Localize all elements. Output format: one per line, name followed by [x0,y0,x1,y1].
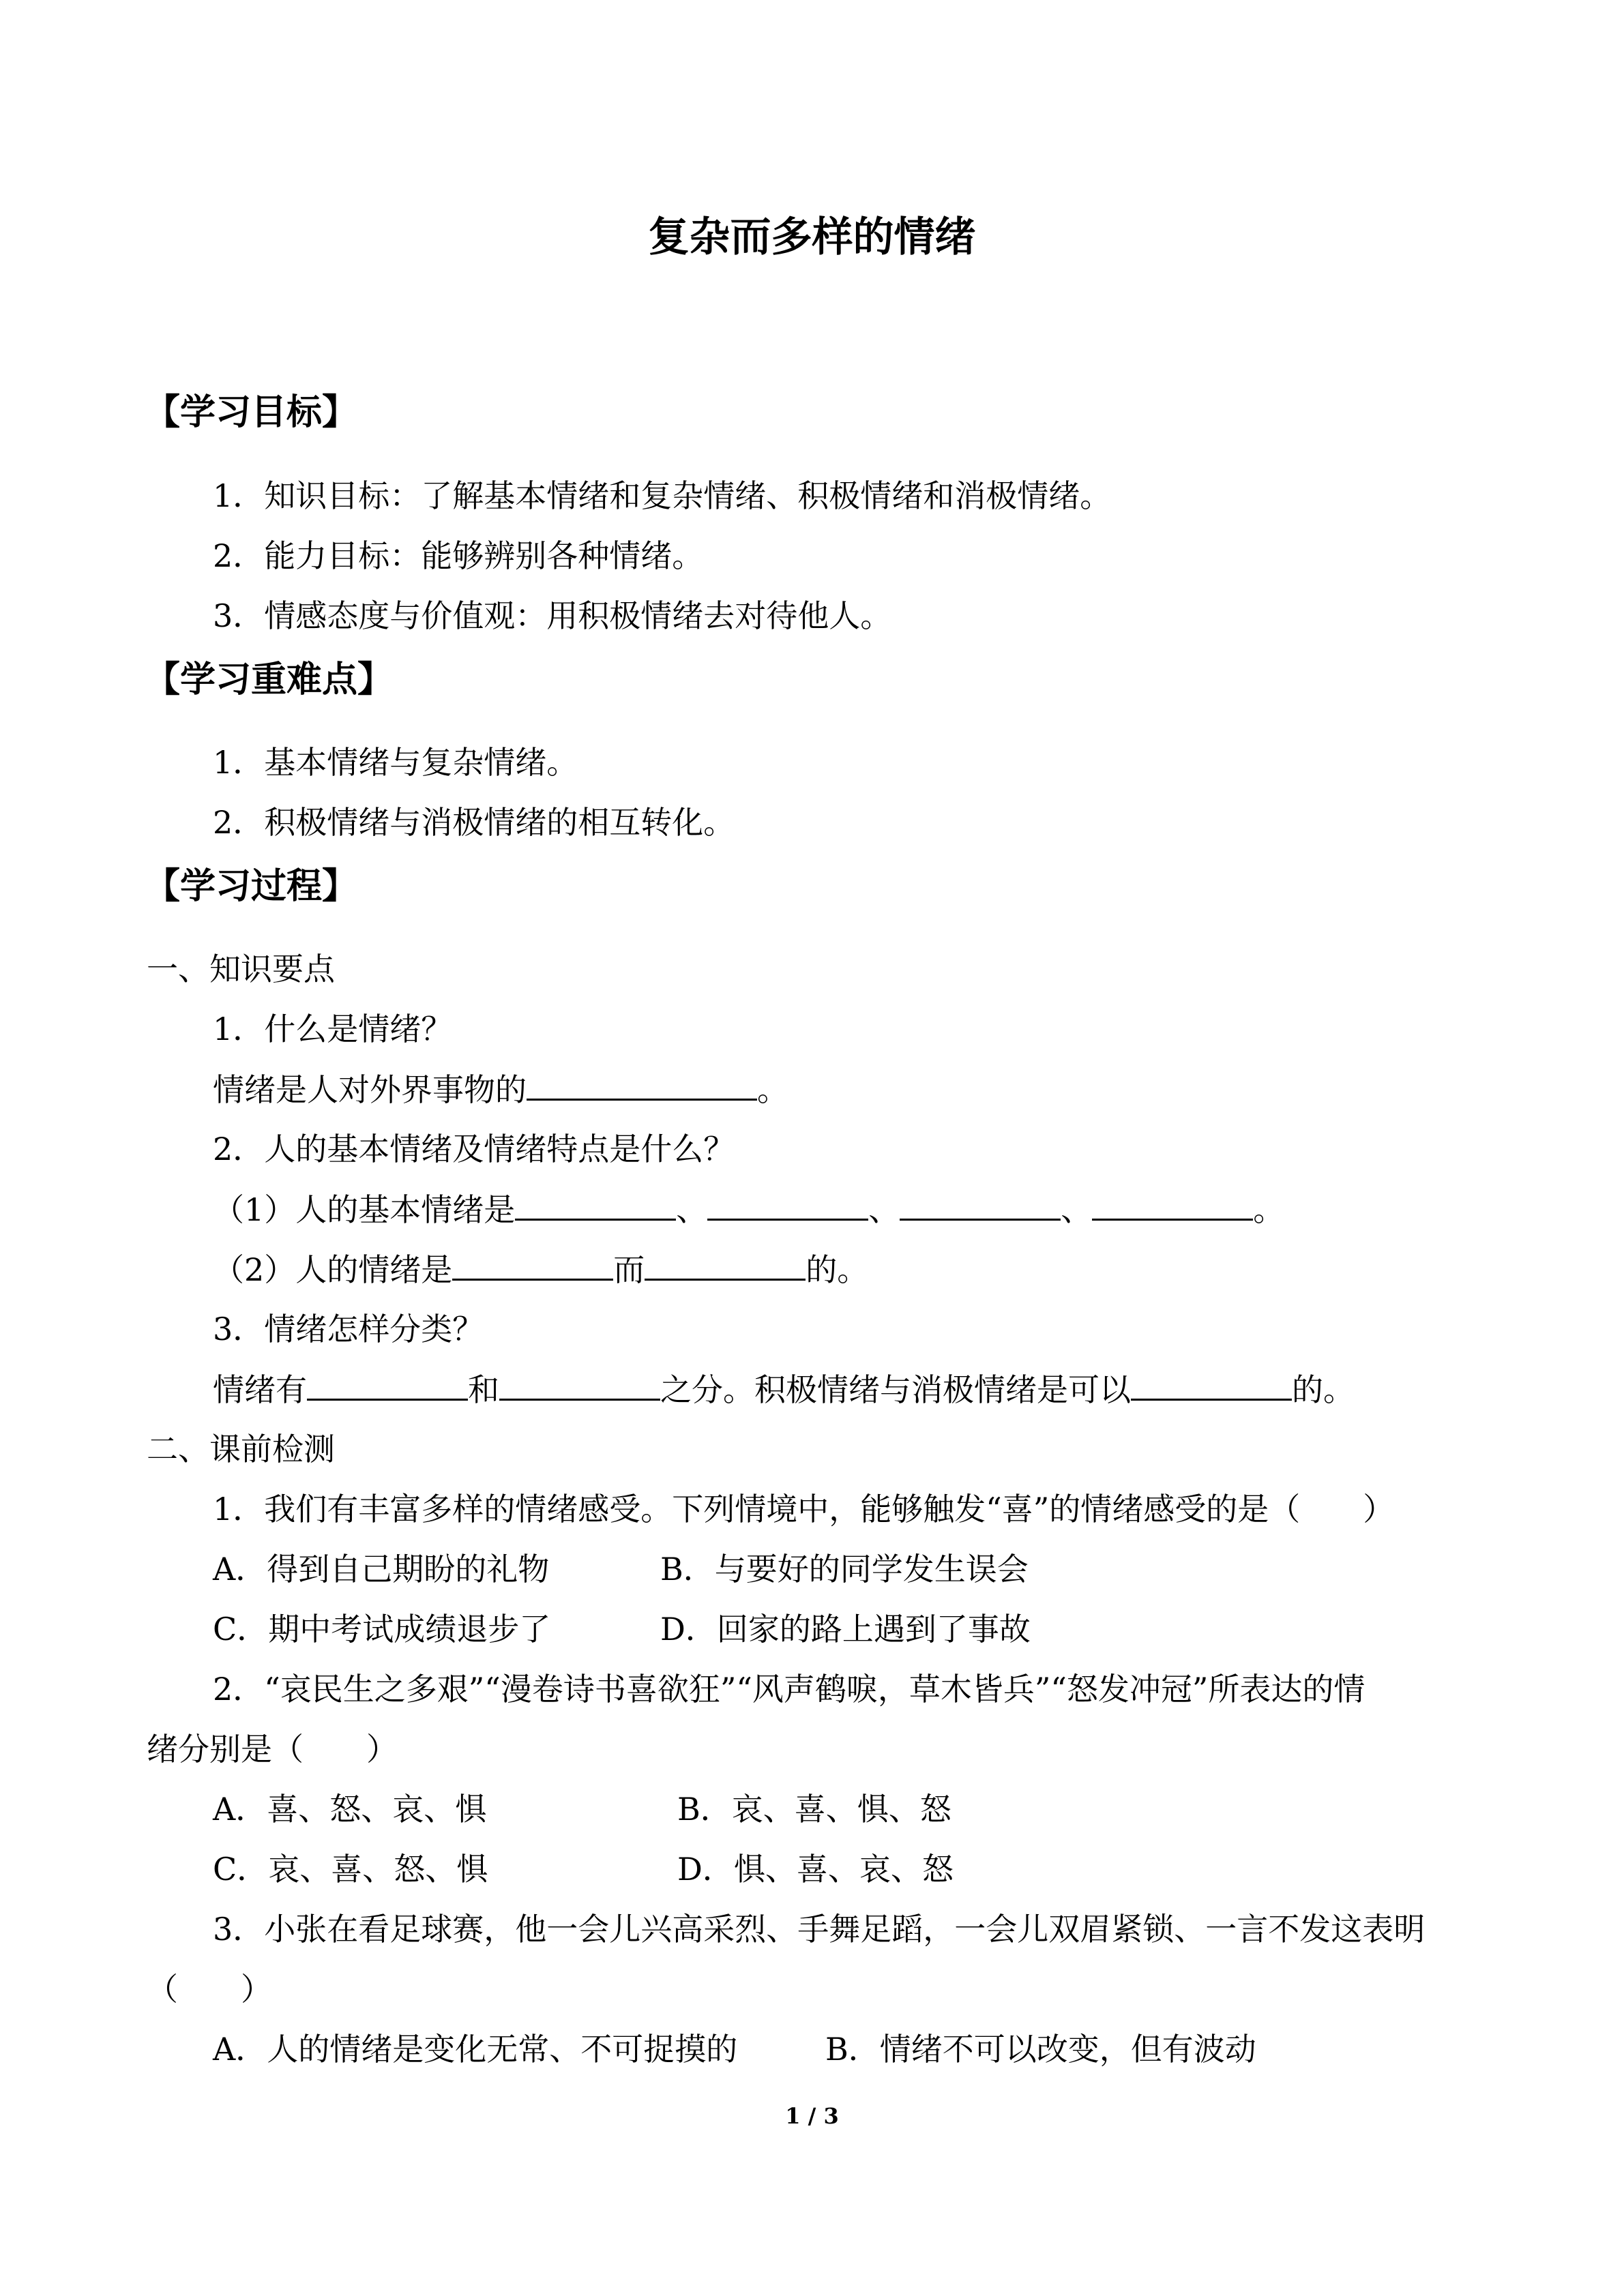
keypoint-item: 2．积极情绪与消极情绪的相互转化。 [213,804,735,841]
fill-text: 的。 [1292,1371,1355,1408]
section-heading-process: 【学习过程】 [145,866,358,907]
fill-text: （2）人的情绪是 [213,1251,453,1288]
answer-blank[interactable] [515,1189,676,1221]
pretest-question: 1．我们有丰富多样的情绪感受。下列情境中，能够触发“喜”的情绪感受的是（ ） [213,1491,1395,1527]
page-title: 复杂而多样的情绪 [648,213,976,261]
pretest-heading: 二、课前检测 [147,1431,335,1467]
keypoint-item: 1．基本情绪与复杂情绪。 [213,744,578,781]
option-a[interactable]: A．喜、怒、哀、惧 [213,1791,487,1828]
section-heading-keypoints: 【学习重难点】 [145,659,394,700]
knowledge-question: 3．情绪怎样分类？ [213,1311,484,1347]
fill-text: 的。 [806,1251,869,1288]
separator: 、 [1061,1191,1093,1228]
knowledge-heading: 一、知识要点 [147,951,335,987]
fill-text: 和 [468,1371,499,1408]
answer-blank[interactable] [645,1249,806,1281]
fill-line-q2-2 [213,1249,868,1290]
option-a[interactable]: A．得到自己期盼的礼物 [213,1551,550,1587]
option-d[interactable]: D．惧、喜、哀、怒 [677,1851,954,1888]
option-c[interactable]: C．哀、喜、怒、惧 [213,1851,488,1888]
separator: 、 [676,1191,708,1228]
goal-item: 1．知识目标：了解基本情绪和复杂情绪、积极情绪和消极情绪。 [213,477,1112,514]
pretest-question-cont: 绪分别是（ ） [147,1731,398,1768]
option-d[interactable]: D．回家的路上遇到了事故 [660,1611,1031,1648]
fill-text: 而 [613,1251,645,1288]
answer-blank[interactable] [452,1249,613,1281]
section-heading-goals: 【学习目标】 [145,392,358,433]
pretest-question-cont: （ ） [147,1971,272,2008]
pretest-question: 2．“哀民生之多艰”“漫卷诗书喜欲狂”“风声鹤唳，草木皆兵”“怒发冲冠”所表达的情 [213,1671,1365,1708]
answer-blank[interactable] [307,1369,468,1401]
fill-text: 。 [1253,1191,1285,1228]
goal-item: 3．情感态度与价值观：用积极情绪去对待他人。 [213,597,892,634]
fill-text: 之分。积极情绪与消极情绪是可以 [660,1371,1131,1408]
separator: 、 [868,1191,900,1228]
answer-blank[interactable] [527,1069,757,1101]
option-b[interactable]: B．与要好的同学发生误会 [660,1551,1029,1587]
answer-blank[interactable] [1092,1189,1253,1221]
fill-text: 情绪有 [213,1371,307,1408]
answer-blank[interactable] [707,1189,868,1221]
option-a[interactable]: A．人的情绪是变化无常、不可捉摸的 [213,2031,738,2068]
option-c[interactable]: C．期中考试成绩退步了 [213,1611,551,1648]
fill-line-q2-1 [213,1189,1284,1230]
pretest-question: 3．小张在看足球赛，他一会儿兴高采烈、手舞足蹈，一会儿双眉紧锁、一言不发这表明 [213,1911,1426,1948]
fill-line-q1 [213,1069,788,1110]
answer-blank[interactable] [1131,1369,1292,1401]
knowledge-question: 1．什么是情绪？ [213,1011,453,1047]
answer-blank[interactable] [900,1189,1061,1221]
answer-blank[interactable] [499,1369,660,1401]
option-b[interactable]: B．情绪不可以改变，但有波动 [825,2031,1256,2068]
fill-line-q3 [213,1369,1355,1410]
goal-item: 2．能力目标：能够辨别各种情绪。 [213,537,704,574]
knowledge-question: 2．人的基本情绪及情绪特点是什么？ [213,1131,735,1167]
page-number: 1 / 3 [785,2103,839,2129]
fill-text: 情绪是人对外界事物的 [213,1071,527,1108]
fill-text: 。 [757,1071,788,1108]
fill-text: （1）人的基本情绪是 [213,1191,516,1228]
option-b[interactable]: B．哀、喜、惧、怒 [677,1791,951,1828]
